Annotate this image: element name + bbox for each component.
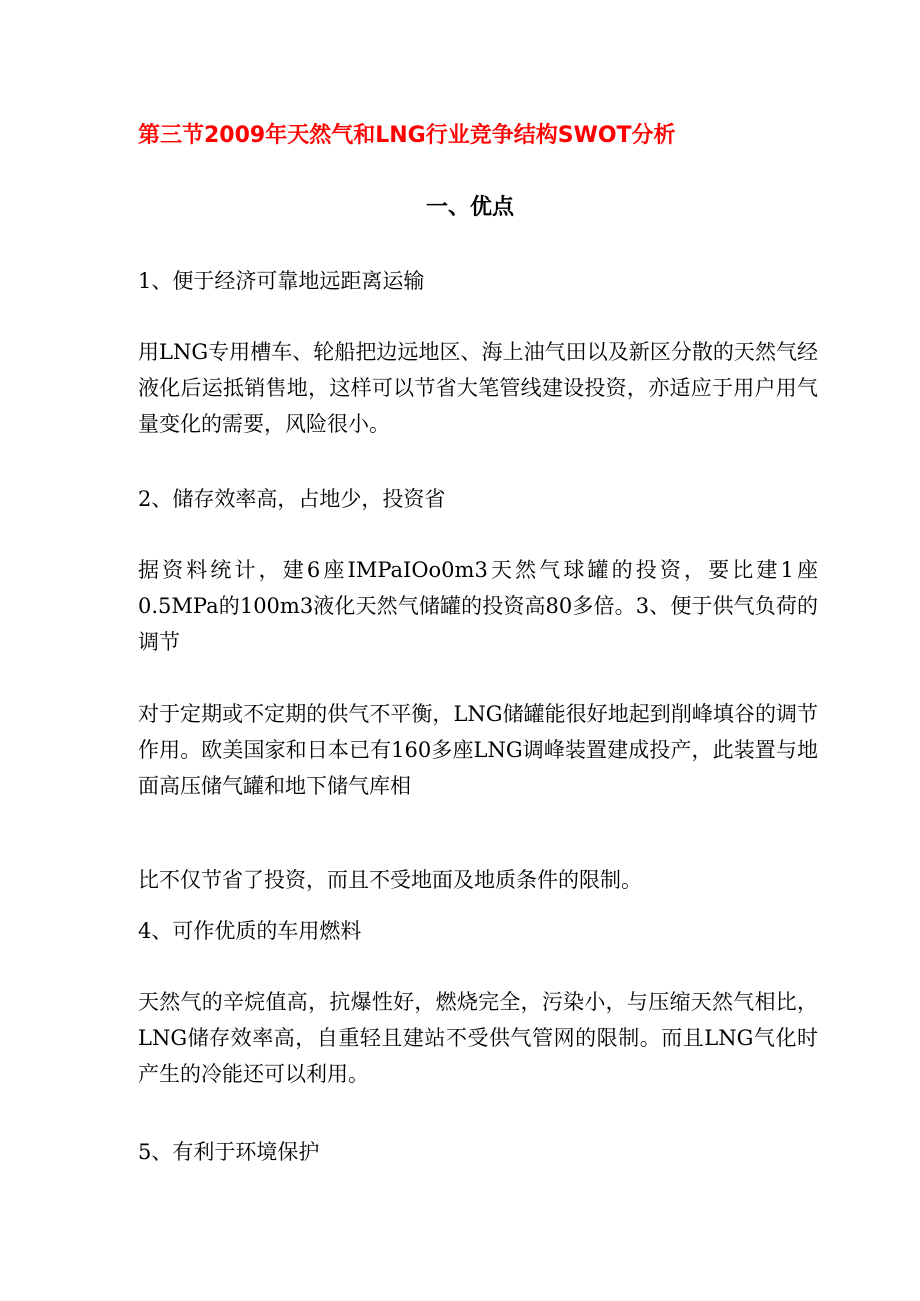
paragraph-2 bbox=[138, 552, 818, 660]
heading-text: 4、可作优质的车用燃料 bbox=[138, 919, 362, 943]
heading-text: 5、有利于环境保护 bbox=[138, 1140, 320, 1164]
paragraph-text: 用LNG专用槽车、轮船把边远地区、海上油气田以及新区分散的天然气经液化后运抵销售地，这样可以节省大笔管线建设投资，亦适应于用户用气量变化的需要，风险很小。 bbox=[138, 340, 818, 436]
section-title: 一、优点 bbox=[425, 195, 514, 220]
paragraph-text: 对于定期或不定期的供气不平衡，LNG储罐能很好地起到削峰填谷的调节作用。欧美国家和日本已有160多座LNG调峰装置建成投产，此装置与地面高压储气罐和地下储气库相 bbox=[138, 702, 818, 798]
item-heading-1 bbox=[138, 263, 818, 299]
paragraph-4 bbox=[138, 862, 818, 898]
item-heading-2 bbox=[138, 481, 818, 517]
paragraph-5 bbox=[138, 984, 818, 1092]
paragraph-text: 天然气的辛烷值高，抗爆性好，燃烧完全，污染小，与压缩天然气相比，LNG储存效率高，自重轻且建站不受供气管网的限制。而且LNG气化时产生的冷能还可以利用。 bbox=[138, 990, 818, 1086]
item-heading-4 bbox=[138, 913, 818, 949]
heading-text: 2、储存效率高，占地少，投资省 bbox=[138, 487, 446, 511]
item-heading-5 bbox=[138, 1134, 818, 1170]
paragraph-text: 比不仅节省了投资，而且不受地面及地质条件的限制。 bbox=[138, 868, 642, 892]
paragraph-3 bbox=[138, 696, 818, 804]
heading-text: 1、便于经济可靠地远距离运输 bbox=[138, 269, 425, 293]
paragraph-1 bbox=[138, 334, 818, 442]
chapter-title: 第三节2009年天然气和LNG行业竞争结构SWOT分析 bbox=[138, 123, 676, 148]
paragraph-text: 据资料统计，建6座IMPaIOo0m3天然气球罐的投资，要比建1座0.5MPa的100m3液化天然气储罐的投资高80多倍。3、便于供气负荷的调节 bbox=[138, 558, 818, 654]
